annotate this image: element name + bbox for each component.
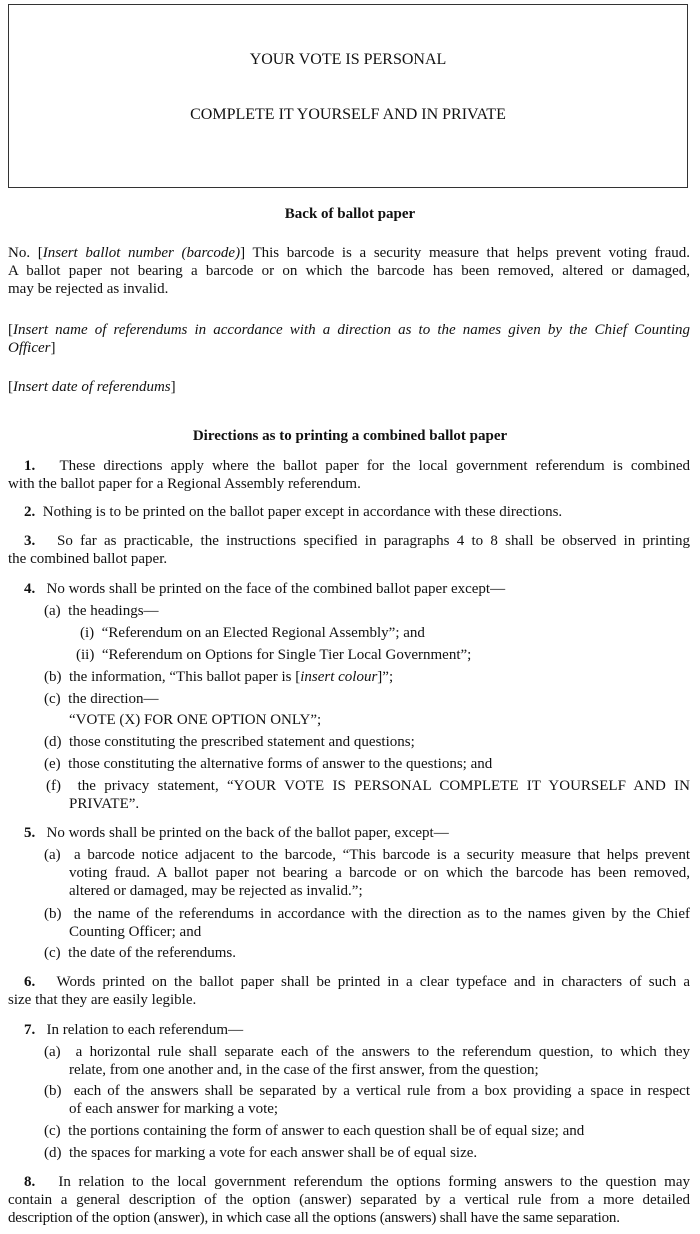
direction-4-b: (b) the information, “This ballot paper is [insert colour]”;: [44, 669, 394, 685]
direction-5-c: (c) the date of the referendums.: [44, 945, 236, 961]
referendum-name-paragraph: [8, 321, 690, 357]
direction-7-d: (d) the spaces for marking a vote for each answer shall be of equal size.: [44, 1145, 478, 1161]
direction-7-a: (a) a horizontal rule shall separate each of the answers to the referendum question, to which they relate, from one another and, in the case of the first answer, from the question;: [44, 1044, 691, 1078]
direction-4-e: (e) those constituting the alternative forms of answer to the questions; and: [44, 756, 493, 772]
privacy-line-1: YOUR VOTE IS PERSONAL: [249, 51, 447, 68]
privacy-statement-box: [8, 4, 688, 188]
direction-7-b: (b) each of the answers shall be separated by a vertical rule from a box providing a space in respect of each answer for marking a vote;: [44, 1083, 691, 1117]
direction-4-a-i: (i) “Referendum on an Elected Regional Assembly”; and: [80, 625, 425, 641]
direction-3: 3. So far as practicable, the instructions specified in paragraphs 4 to 8 shall be observed in printing the combined ballot paper.: [8, 533, 691, 567]
barcode-paragraph: [8, 244, 690, 298]
back-heading: Back of ballot paper: [284, 206, 416, 222]
direction-8: 8. In relation to the local government referendum the options forming answers to the question may contain a general description of the option (answer) separated by a vertical rule from a more detailed description of the option (answer), in which case all the options (answers) shall have the same separation.: [8, 1174, 691, 1226]
direction-4-c-text: “VOTE (X) FOR ONE OPTION ONLY”;: [69, 712, 322, 728]
barcode-line-2: A ballot paper not bearing a barcode or on which the barcode has been removed, altered or damaged,: [8, 263, 690, 279]
direction-4-f: (f) the privacy statement, “YOUR VOTE IS PERSONAL COMPLETE IT YOURSELF AND IN PRIVATE”.: [46, 778, 691, 812]
direction-5-a: (a) a barcode notice adjacent to the barcode, “This barcode is a security measure that helps prevent voting fraud. A ballot paper not bearing a barcode or on which the barcode has been removed, altered or damaged, may be rejected as invalid.”;: [44, 847, 691, 899]
direction-1: 1. These directions apply where the ballot paper for the local government referendum is combined with the ballot paper for a Regional Assembly referendum.: [8, 458, 691, 492]
direction-4-a-ii: (ii) “Referendum on Options for Single Tier Local Government”;: [76, 647, 472, 663]
direction-4: 4. No words shall be printed on the face of the combined ballot paper except—: [24, 581, 506, 597]
direction-7-c: (c) the portions containing the form of answer to each question shall be of equal size; and: [44, 1123, 585, 1139]
direction-2: 2. Nothing is to be printed on the ballot paper except in accordance with these directions.: [24, 504, 563, 520]
barcode-line-1: No. [Insert ballot number (barcode)] This barcode is a security measure that helps prevent voting fraud.: [8, 245, 690, 261]
referendum-name-line-2: Officer]: [8, 340, 56, 356]
direction-4-a: (a) the headings—: [44, 603, 159, 619]
direction-7: 7. In relation to each referendum—: [24, 1022, 244, 1038]
direction-5-b: (b) the name of the referendums in accordance with the direction as to the names given by the Chief Counting Officer; and: [44, 906, 690, 940]
direction-4-d: (d) those constituting the prescribed statement and questions;: [44, 734, 415, 750]
referendum-name-line-1: [Insert name of referendums in accordance with a direction as to the names given by the Chief Counting: [8, 322, 690, 338]
direction-4-c: (c) the direction—: [44, 691, 159, 707]
privacy-line-2: COMPLETE IT YOURSELF AND IN PRIVATE: [190, 106, 506, 123]
direction-5: 5. No words shall be printed on the back of the ballot paper, except—: [24, 825, 449, 841]
barcode-line-3: may be rejected as invalid.: [8, 281, 169, 297]
direction-6: 6. Words printed on the ballot paper shall be printed in a clear typeface and in characters of such a size that they are easily legible.: [8, 974, 691, 1008]
directions-heading: Directions as to printing a combined ballot paper: [192, 428, 508, 444]
referendum-date-paragraph: [Insert date of referendums]: [8, 379, 176, 395]
